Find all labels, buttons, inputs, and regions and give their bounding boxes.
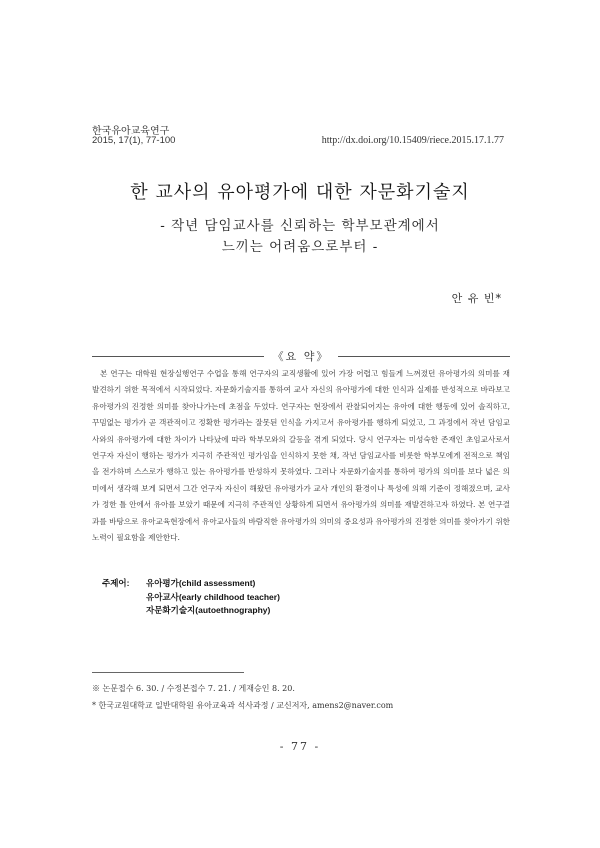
keywords-label: 주제어: [102, 578, 130, 588]
page-number: - 77 - [279, 740, 321, 753]
footnote-divider [92, 672, 244, 673]
keyword-row [102, 591, 280, 605]
keyword-item: 유아교사(early childhood teacher) [146, 591, 280, 602]
paper-title: 한 교사의 유아평가에 대한 자문화기술지 [130, 182, 470, 203]
paper-subtitle-line-1: - 작년 담임교사를 신뢰하는 학부모관계에서 [160, 218, 440, 234]
keywords-block [102, 577, 280, 618]
journal-name: 한국유아교육연구 [92, 126, 170, 137]
author-name: 안 유 빈* [451, 292, 502, 305]
keyword-item: 유아평가(child assessment) [146, 578, 256, 588]
doi-link[interactable]: http://dx.doi.org/10.15409/riece.2015.17.1.77 [321, 135, 504, 146]
paper-subtitle-line-2: 느끼는 어려움으로부터 - [221, 239, 379, 255]
abstract-heading: 《요 약》 [272, 350, 330, 363]
keyword-item: 자문화기술지(autoethnography) [146, 605, 271, 615]
footnote-received-dates: ※ 논문접수 6. 30. / 수정본접수 7. 21. / 게재승인 8. 20. [92, 684, 295, 693]
keyword-row [102, 577, 280, 591]
abstract-rule-right [338, 356, 510, 357]
journal-volume: 2015, 17(1), 77-100 [92, 135, 176, 146]
abstract-body: 본 연구는 대학원 현장실행연구 수업을 통해 연구자의 교직생활에 있어 가장 어렵고 힘들게 느껴졌던 유아평가의 의미를 재발견하기 위한 목적에서 시작되었다. 자문화기술지를 통하여 교사 자신의 유아평가에 대한 인식과 실제를 반성적으로 바라보고 유아평가의 진정한 의미를 찾아나가는데 초점을 두었다. 연구자는 현장에서 관찰되어지는 유아에 대한 행동에 있어 솔직하고, 꾸밈없는 평가가 곧 객관적이고 정확한 평가라는 잘못된 인식을 가지고서 유아평가를 행하게 되었고, 그 과정에서 작년 담임교사와의 유아평가에 대한 차이가 나타났에 따라 학부모와의 갈등을 겪게 되었다. 당시 연구자는 미성숙한 존재인 초임교사로서 연구자 자신이 행하는 평가가 지극히 주관적인 평가임을 인식하지 못한 채, 작년 담임교사를 비롯한 학부모에게 전적으로 책임을 전가하며 스스로가 행하고 있는 유아평가를 반성하지 못하였다. 그러나 자문화기술지를 통하여 평가의 의미를 보다 넓은 의미에서 생각해 보게 되면서 그간 연구자 자신이 해왔던 유아평가가 교사 개인의 환경이나 특성에 의해 기준이 정해졌으며, 교사가 정한 틀 안에서 유아를 보았기 때문에 지극히 주관적인 상황하게 되면서 유아평가의 의미를 재발견하고자 하였다. 본 연구결과를 바탕으로 유아교육현장에서 유아교사들의 바람직한 유아평가의 의미의 중요성과 유아평가의 진정한 의미를 찾아가기 위한 노력이 필요함을 제안한다. [92, 369, 510, 543]
keyword-row [102, 604, 280, 618]
footnote-author-affiliation: * 한국교원대학교 일반대학원 유아교육과 석사과정 / 교신저자, amens2@naver.com [92, 701, 394, 710]
abstract-rule-left [92, 356, 264, 357]
